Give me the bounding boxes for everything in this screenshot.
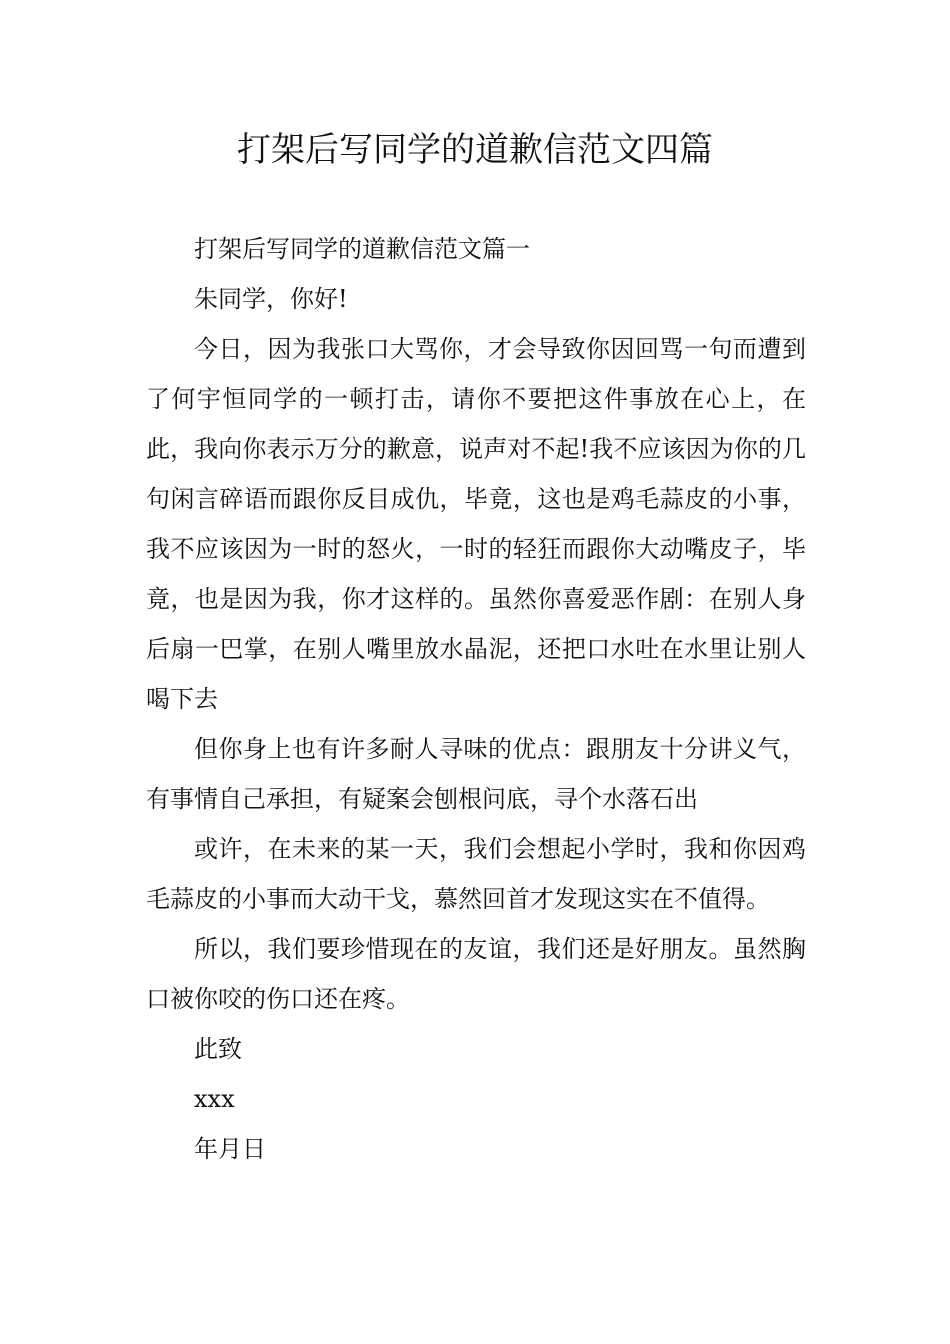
body-paragraph: 今日，因为我张口大骂你，才会导致你因回骂一句而遭到了何宇恒同学的一顿打击，请你不要把这件事放在心上，在此，我向你表示万分的歉意，说声对不起!我不应该因为你的几句闲言碎语而跟你反目成仇，毕竟，这也是鸡毛蒜皮的小事，我不应该因为一时的怒火，一时的轻狂而跟你大动嘴皮子，毕竟，也是因为我，你才这样的。虽然你喜爱恶作剧：在别人身后扇一巴掌，在别人嘴里放水晶泥，还把口水吐在水里让别人喝下去	[146, 335, 806, 713]
signature: xxx	[194, 1085, 235, 1113]
salutation: 朱同学，你好!	[194, 285, 348, 313]
document-body	[146, 224, 806, 1174]
date-line: 年月日	[194, 1135, 266, 1163]
body-paragraph: 所以，我们要珍惜现在的友谊，我们还是好朋友。虽然胸口被你咬的伤口还在疼。	[146, 935, 806, 1013]
closing-line: 此致	[194, 1035, 242, 1063]
section-heading: 打架后写同学的道歉信范文篇一	[194, 235, 530, 263]
body-paragraph: 但你身上也有许多耐人寻味的优点：跟朋友十分讲义气，有事情自己承担，有疑案会刨根问底，寻个水落石出	[146, 735, 806, 813]
body-paragraph: 或许，在未来的某一天，我们会想起小学时，我和你因鸡毛蒜皮的小事而大动干戈，慕然回首才发现这实在不值得。	[146, 835, 806, 913]
document-title: 打架后写同学的道歉信范文四篇	[237, 130, 713, 170]
